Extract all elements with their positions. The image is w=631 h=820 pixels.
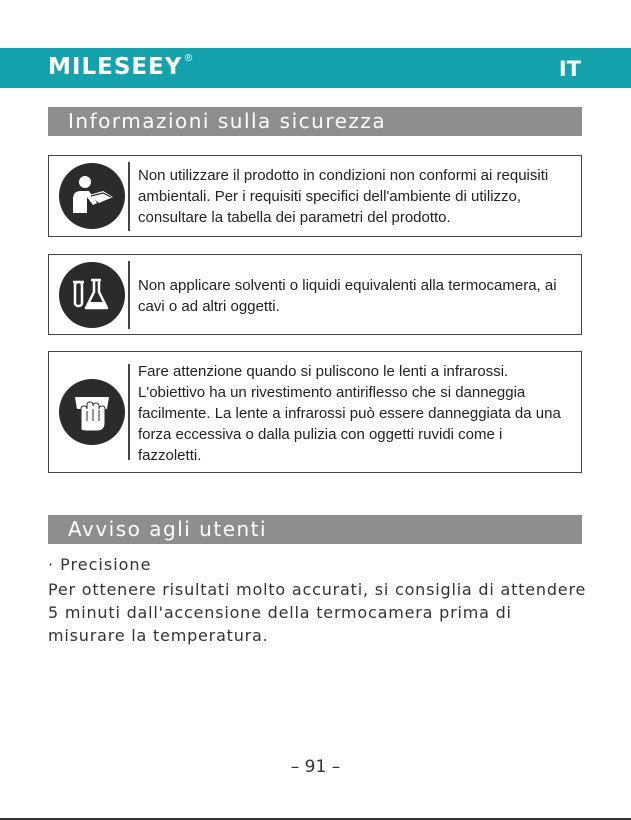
precision-paragraph: Per ottenere risultati molto accurati, si consiglia di attendere 5 minuti dall'accensione della termocamera prima di misurare la temperatura. xyxy=(48,580,587,645)
notice-text: Non utilizzare il prodotto in condizioni non conformi ai requisiti ambientali. Per i requisiti specifici dell'ambiente di utilizzo, consultare la tabella dei parametri del prodotto. xyxy=(138,167,549,226)
read-manual-icon xyxy=(59,163,125,229)
header-bar xyxy=(0,48,631,88)
safety-section-title: Informazioni sulla sicurezza xyxy=(48,107,582,136)
page-number: – 91 – xyxy=(290,757,341,777)
safety-notice xyxy=(48,351,582,473)
notice-divider xyxy=(128,261,130,329)
notice-divider xyxy=(128,162,130,231)
safety-notice xyxy=(48,155,582,237)
notice-divider xyxy=(128,364,130,460)
trademark-symbol: ® xyxy=(183,53,195,64)
notice-text: Non applicare solventi o liquidi equivalenti alla termocamera, ai cavi o ad altri oggetti. xyxy=(138,277,557,315)
language-code: IT xyxy=(558,57,581,81)
chemical-flask-icon xyxy=(59,262,125,328)
safety-notice xyxy=(48,254,582,335)
hand-wipe-icon xyxy=(59,379,125,445)
brand-logo xyxy=(48,54,194,80)
notice-text: Fare attenzione quando si puliscono le lenti a infrarossi. L'obiettivo ha un rivestimento antiriflesso che si danneggia facilmente. La lente a infrarossi può essere danneggiata da una forza eccessiva o dalla pulizia con oggetti ruvidi come i fazzoletti. xyxy=(138,363,561,464)
precision-subheading: · Precisione xyxy=(48,555,152,574)
brand-name: MILESEEY xyxy=(48,54,183,80)
users-section-title: Avviso agli utenti xyxy=(48,515,582,544)
